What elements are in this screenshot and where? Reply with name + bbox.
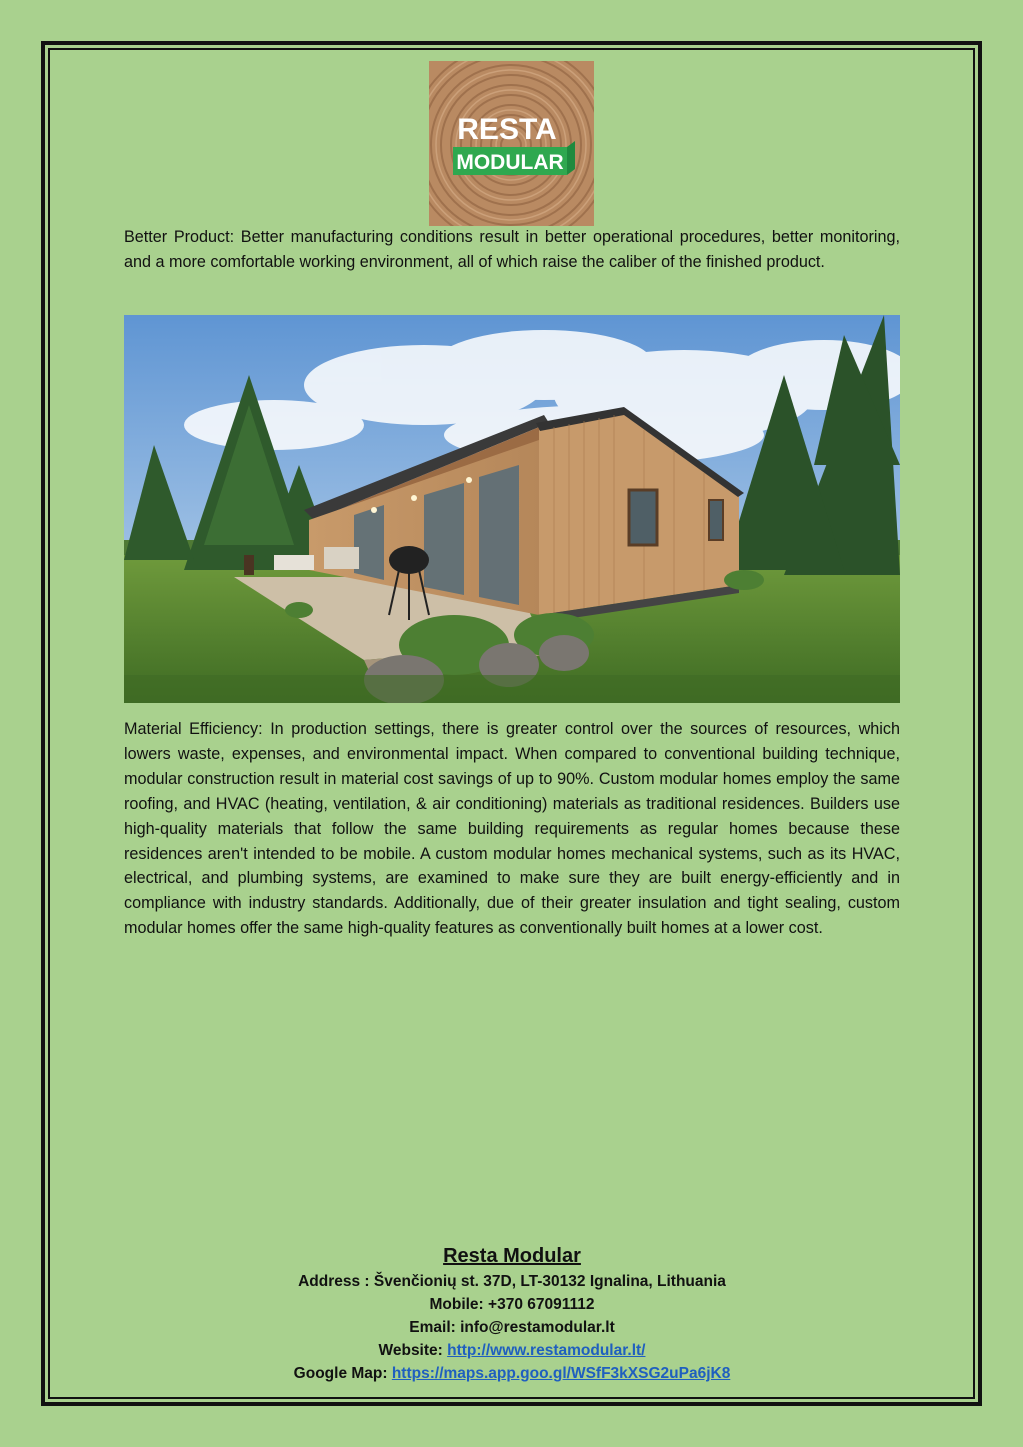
website-line <box>124 1339 900 1362</box>
email-line <box>124 1316 900 1339</box>
google-map-line <box>124 1362 900 1385</box>
better-product-paragraph: Better Product: Better manufacturing conditions result in better operational procedures, better monitoring, and a more comfortable working environment, all of which raise the caliber of the finished product. <box>124 228 900 271</box>
company-name: Resta Modular <box>443 1245 581 1267</box>
logo-line2: MODULAR <box>456 151 564 174</box>
logo-line1: RESTA <box>457 113 557 146</box>
material-efficiency-paragraph: Material Efficiency: In production settings, there is greater control over the sources of resources, which lowers waste, expenses, and environmental impact. When compared to conventional building technique, modular construction result in material cost savings of up to 90%. Custom modular homes employ the same roofing, and HVAC (heating, ventilation, & air conditioning) materials as traditional residences. Builders use high-quality materials that follow the same building requirements as regular homes because these residences aren't intended to be mobile. A custom modular homes mechanical systems, such as its HVAC, electrical, and plumbing systems, are examined to make sure they are built energy-efficiently and in compliance with industry standards. Additionally, due of their greater insulation and tight sealing, custom modular homes offer the same high-quality features as conventionally built homes at a lower cost. <box>124 720 900 938</box>
website-link[interactable]: http://www.restamodular.lt/ <box>447 1342 646 1359</box>
email-label: Email: <box>409 1319 461 1336</box>
address-value: Švenčionių st. 37D, LT-30132 Ignalina, Lithuania <box>373 1273 726 1290</box>
mobile-value: +370 67091112 <box>488 1296 595 1313</box>
website-label: Website: <box>378 1342 448 1359</box>
contact-footer <box>124 1242 900 1385</box>
google-map-link[interactable]: https://maps.app.goo.gl/WSfF3kXSG2uPa6jK8 <box>391 1365 731 1382</box>
mobile-label: Mobile: <box>429 1296 489 1313</box>
address-label: Address : <box>298 1273 374 1290</box>
resta-modular-logo <box>429 61 594 226</box>
email-value: info@restamodular.lt <box>460 1319 615 1336</box>
mobile-line <box>124 1293 900 1316</box>
google-map-label: Google Map: <box>293 1365 392 1382</box>
address-line <box>124 1270 900 1293</box>
modular-house-photo <box>124 315 900 703</box>
